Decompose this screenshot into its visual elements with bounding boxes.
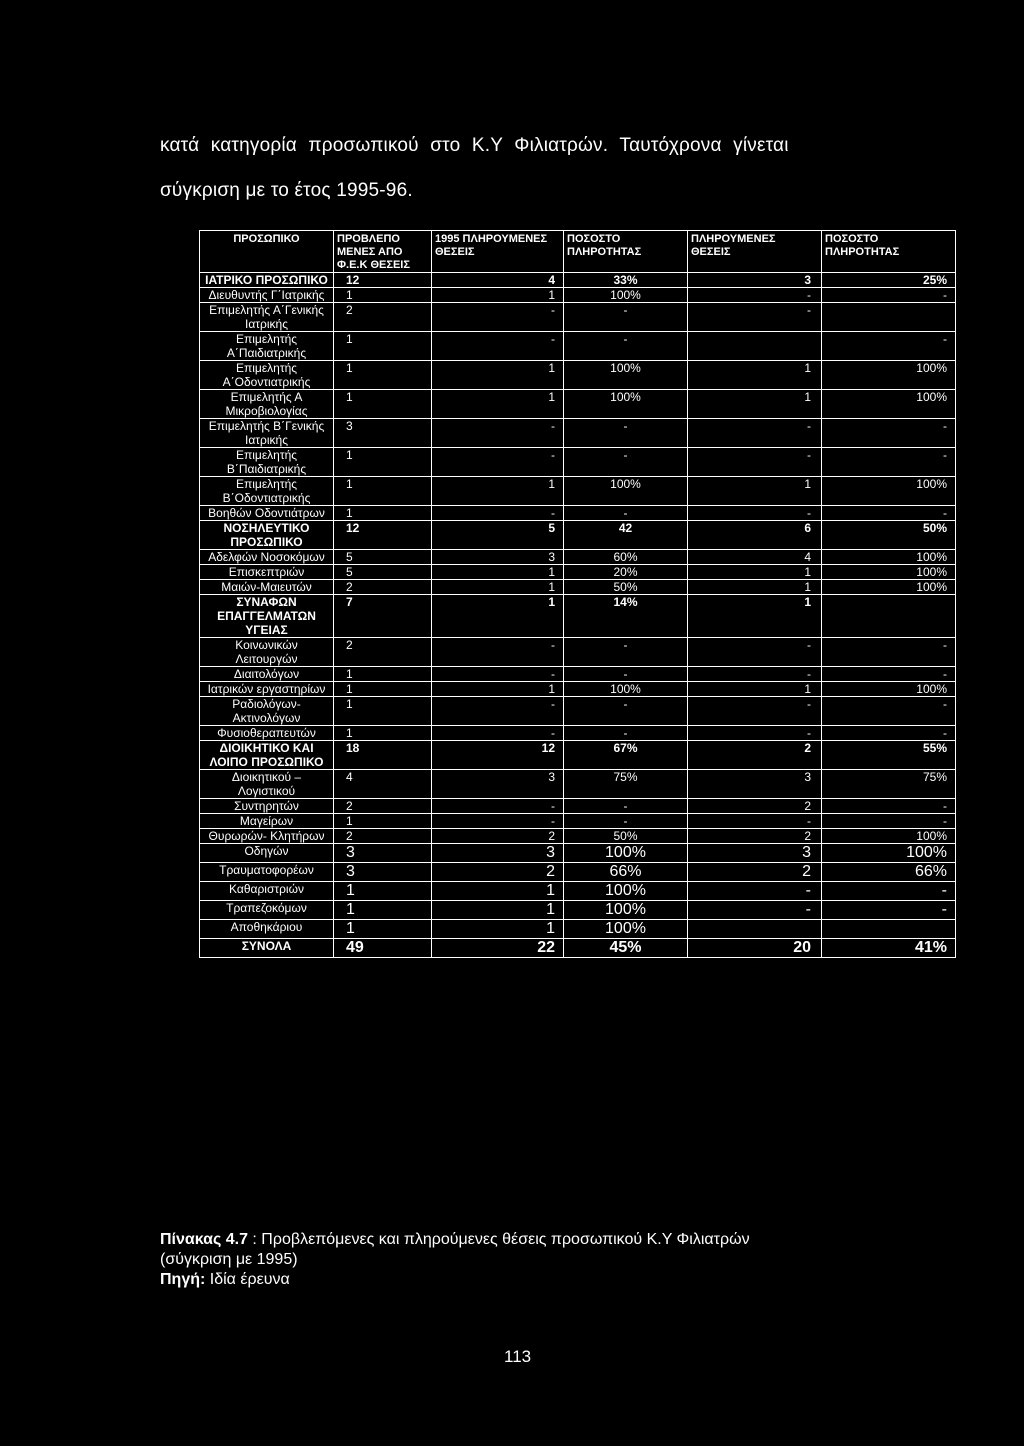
table-row bbox=[200, 419, 956, 448]
table-cell: - bbox=[822, 814, 956, 829]
row-label: Καθαριστριών bbox=[200, 882, 334, 901]
table-cell: - bbox=[822, 638, 956, 667]
table-cell: 49 bbox=[334, 939, 432, 958]
table-cell: - bbox=[564, 506, 688, 521]
table-row bbox=[200, 550, 956, 565]
table-cell: - bbox=[688, 448, 822, 477]
table-cell: 1 bbox=[432, 390, 564, 419]
table-cell: 3 bbox=[688, 844, 822, 863]
row-label: ΙΑΤΡΙΚΟ ΠΡΟΣΩΠΙΚΟ bbox=[200, 273, 334, 288]
table-cell: - bbox=[688, 506, 822, 521]
table-cell: - bbox=[822, 882, 956, 901]
table-cell: 5 bbox=[432, 521, 564, 550]
table-cell: - bbox=[564, 419, 688, 448]
table-cell: 1 bbox=[432, 901, 564, 920]
table-cell: - bbox=[432, 697, 564, 726]
table-row bbox=[200, 829, 956, 844]
table-cell: 12 bbox=[334, 521, 432, 550]
row-label: Μαιών-Μαιευτών bbox=[200, 580, 334, 595]
table-cell: 66% bbox=[564, 863, 688, 882]
table-cell: 3 bbox=[334, 844, 432, 863]
row-label: Επιμελητής Α΄Οδοντιατρικής bbox=[200, 361, 334, 390]
table-cell: 100% bbox=[822, 550, 956, 565]
table-cell: 100% bbox=[564, 361, 688, 390]
row-label: Επιμελητής Α Μικροβιολογίας bbox=[200, 390, 334, 419]
header-filled-positions-1995: 1995 ΠΛΗΡΟΥΜΕΝΕΣ ΘΕΣΕΙΣ bbox=[432, 231, 564, 273]
table-cell: 66% bbox=[822, 863, 956, 882]
table-row bbox=[200, 863, 956, 882]
table-cell: 1 bbox=[432, 477, 564, 506]
staff-table-container bbox=[199, 230, 955, 958]
table-cell: 1 bbox=[334, 814, 432, 829]
table-cell: 14% bbox=[564, 595, 688, 638]
table-cell: - bbox=[688, 901, 822, 920]
table-cell: 1 bbox=[432, 882, 564, 901]
table-cell: 1 bbox=[334, 667, 432, 682]
table-row bbox=[200, 799, 956, 814]
table-header-row bbox=[200, 231, 956, 273]
page-number: 113 bbox=[504, 1347, 532, 1366]
source-label: Πηγή: bbox=[160, 1271, 206, 1288]
table-cell: 1 bbox=[432, 580, 564, 595]
table-cell: 12 bbox=[432, 741, 564, 770]
table-row bbox=[200, 506, 956, 521]
table-row bbox=[200, 448, 956, 477]
table-cell: 1 bbox=[334, 390, 432, 419]
table-cell: 100% bbox=[822, 580, 956, 595]
row-label: Διαιτολόγων bbox=[200, 667, 334, 682]
table-row bbox=[200, 595, 956, 638]
table-cell: 5 bbox=[334, 550, 432, 565]
table-cell: 3 bbox=[432, 844, 564, 863]
table-cell: 1 bbox=[688, 595, 822, 638]
table-cell: - bbox=[688, 638, 822, 667]
row-label: Επιμελητής Β΄Παιδιατρικής bbox=[200, 448, 334, 477]
table-row bbox=[200, 303, 956, 332]
table-row bbox=[200, 390, 956, 419]
table-cell: 100% bbox=[564, 882, 688, 901]
table-cell: 1 bbox=[432, 288, 564, 303]
table-cell: 100% bbox=[822, 565, 956, 580]
table-cell: 42 bbox=[564, 521, 688, 550]
table-cell: - bbox=[432, 419, 564, 448]
table-cell: 5 bbox=[334, 565, 432, 580]
table-cell: 33% bbox=[564, 273, 688, 288]
table-cell: 1 bbox=[688, 477, 822, 506]
table-cell: 22 bbox=[432, 939, 564, 958]
table-cell: 1 bbox=[334, 332, 432, 361]
table-cell: - bbox=[432, 303, 564, 332]
table-body bbox=[200, 273, 956, 958]
table-cell: - bbox=[564, 814, 688, 829]
table-cell: 2 bbox=[334, 638, 432, 667]
table-cell: 1 bbox=[432, 595, 564, 638]
row-label: Διευθυντής Γ΄Ιατρικής bbox=[200, 288, 334, 303]
table-cell: 18 bbox=[334, 741, 432, 770]
table-cell: - bbox=[688, 288, 822, 303]
table-cell: 2 bbox=[432, 829, 564, 844]
table-cell: - bbox=[688, 814, 822, 829]
table-row bbox=[200, 477, 956, 506]
row-label: Ραδιολόγων- Ακτινολόγων bbox=[200, 697, 334, 726]
table-cell: 100% bbox=[564, 477, 688, 506]
table-cell: 3 bbox=[334, 419, 432, 448]
table-cell: - bbox=[688, 882, 822, 901]
row-label: Διοικητικού – Λογιστικού bbox=[200, 770, 334, 799]
table-cell: 100% bbox=[822, 844, 956, 863]
table-cell: 2 bbox=[334, 799, 432, 814]
table-cell: 100% bbox=[822, 682, 956, 697]
table-cell: 3 bbox=[688, 770, 822, 799]
table-cell: 4 bbox=[688, 550, 822, 565]
table-cell: 1 bbox=[334, 682, 432, 697]
table-row bbox=[200, 288, 956, 303]
table-cell: - bbox=[822, 667, 956, 682]
table-cell: - bbox=[822, 901, 956, 920]
table-cell: - bbox=[564, 697, 688, 726]
table-cell bbox=[822, 303, 956, 332]
table-cell: - bbox=[564, 799, 688, 814]
table-cell: 1 bbox=[334, 448, 432, 477]
table-row bbox=[200, 361, 956, 390]
table-cell: 2 bbox=[432, 863, 564, 882]
table-cell: 100% bbox=[822, 477, 956, 506]
table-cell: - bbox=[688, 419, 822, 448]
table-cell: - bbox=[688, 726, 822, 741]
table-cell: 2 bbox=[688, 741, 822, 770]
table-cell: - bbox=[564, 448, 688, 477]
table-row bbox=[200, 726, 956, 741]
row-label: ΝΟΣΗΛΕΥΤΙΚΟ ΠΡΟΣΩΠΙΚΟ bbox=[200, 521, 334, 550]
table-cell: 2 bbox=[688, 829, 822, 844]
table-row bbox=[200, 697, 956, 726]
table-cell: 1 bbox=[334, 477, 432, 506]
table-caption bbox=[160, 1230, 750, 1290]
table-cell: - bbox=[822, 799, 956, 814]
header-personnel: ΠΡΟΣΩΠΙΚΟ bbox=[200, 231, 334, 273]
table-cell: 1 bbox=[432, 920, 564, 939]
row-label: Συντηρητών bbox=[200, 799, 334, 814]
table-cell: 1 bbox=[688, 390, 822, 419]
table-cell: 55% bbox=[822, 741, 956, 770]
table-cell: 4 bbox=[432, 273, 564, 288]
table-cell: - bbox=[432, 667, 564, 682]
table-cell: - bbox=[432, 814, 564, 829]
header-fill-rate-1995: ΠΟΣΟΣΤΟ ΠΛΗΡΟΤΗΤΑΣ bbox=[564, 231, 688, 273]
table-cell: 2 bbox=[334, 829, 432, 844]
row-label: Ιατρικών εργαστηρίων bbox=[200, 682, 334, 697]
table-cell: - bbox=[432, 726, 564, 741]
table-cell: 1 bbox=[334, 288, 432, 303]
table-row bbox=[200, 667, 956, 682]
table-cell: 100% bbox=[564, 288, 688, 303]
header-filled-positions: ΠΛΗΡΟΥΜΕΝΕΣ ΘΕΣΕΙΣ bbox=[688, 231, 822, 273]
caption-label: Πίνακας 4.7 bbox=[160, 1231, 248, 1248]
table-row bbox=[200, 814, 956, 829]
table-cell: - bbox=[564, 638, 688, 667]
table-cell bbox=[822, 920, 956, 939]
table-cell: 2 bbox=[688, 863, 822, 882]
table-cell: - bbox=[822, 506, 956, 521]
table-cell: 7 bbox=[334, 595, 432, 638]
table-row bbox=[200, 920, 956, 939]
table-cell: 2 bbox=[334, 303, 432, 332]
table-cell: - bbox=[822, 288, 956, 303]
table-cell: 25% bbox=[822, 273, 956, 288]
row-label: Τραπεζοκόμων bbox=[200, 901, 334, 920]
table-cell: 60% bbox=[564, 550, 688, 565]
table-cell: 1 bbox=[432, 361, 564, 390]
header-year: 1995 bbox=[435, 233, 460, 245]
table-row bbox=[200, 844, 956, 863]
table-cell: 1 bbox=[334, 882, 432, 901]
row-label: Θυρωρών- Κλητήρων bbox=[200, 829, 334, 844]
row-label: Επισκεπτριών bbox=[200, 565, 334, 580]
header-planned-positions: ΠΡΟΒΛΕΠΟ ΜΕΝΕΣ ΑΠΟ Φ.Ε.Κ ΘΕΣΕΙΣ bbox=[334, 231, 432, 273]
table-cell: 100% bbox=[564, 901, 688, 920]
table-cell: 100% bbox=[564, 390, 688, 419]
row-label: Βοηθών Οδοντιάτρων bbox=[200, 506, 334, 521]
table-cell: 1 bbox=[688, 361, 822, 390]
table-cell bbox=[688, 332, 822, 361]
table-cell: 100% bbox=[564, 920, 688, 939]
row-label: Οδηγών bbox=[200, 844, 334, 863]
table-cell: 100% bbox=[822, 829, 956, 844]
table-cell: 45% bbox=[564, 939, 688, 958]
table-row bbox=[200, 901, 956, 920]
table-cell: - bbox=[822, 726, 956, 741]
source-text: Ιδία έρευνα bbox=[205, 1271, 290, 1288]
table-row bbox=[200, 521, 956, 550]
table-cell: 75% bbox=[822, 770, 956, 799]
header-fill-rate: ΠΟΣΟΣΤΟ ΠΛΗΡΟΤΗΤΑΣ bbox=[822, 231, 956, 273]
table-row bbox=[200, 770, 956, 799]
table-cell: 50% bbox=[564, 580, 688, 595]
caption-line-2: (σύγκριση με 1995) bbox=[160, 1251, 298, 1268]
caption-text: : Προβλεπόμενες και πληρούμενες θέσεις προσωπικού Κ.Υ Φιλιατρών bbox=[247, 1231, 750, 1248]
table-cell: - bbox=[564, 667, 688, 682]
table-cell: 1 bbox=[334, 697, 432, 726]
table-cell: 1 bbox=[432, 682, 564, 697]
table-cell: - bbox=[432, 506, 564, 521]
table-row bbox=[200, 939, 956, 958]
table-cell: - bbox=[822, 448, 956, 477]
table-cell: - bbox=[432, 448, 564, 477]
row-label: Επιμελητής Β΄Οδοντιατρικής bbox=[200, 477, 334, 506]
table-cell: 67% bbox=[564, 741, 688, 770]
table-cell: 20 bbox=[688, 939, 822, 958]
table-cell: 1 bbox=[334, 506, 432, 521]
table-cell: 1 bbox=[688, 565, 822, 580]
table-cell: 2 bbox=[688, 799, 822, 814]
table-cell bbox=[822, 595, 956, 638]
intro-line-1: κατά κατηγορία προσωπικού στο Κ.Υ Φιλιατρών. Ταυτόχρονα γίνεται bbox=[160, 135, 789, 156]
table-cell: - bbox=[564, 332, 688, 361]
table-row bbox=[200, 332, 956, 361]
table-cell: 100% bbox=[564, 844, 688, 863]
table-cell: 50% bbox=[822, 521, 956, 550]
table-cell: 12 bbox=[334, 273, 432, 288]
table-cell: - bbox=[564, 303, 688, 332]
table-row bbox=[200, 741, 956, 770]
table-cell: 6 bbox=[688, 521, 822, 550]
table-row bbox=[200, 682, 956, 697]
table-cell: 100% bbox=[822, 361, 956, 390]
row-label: Επιμελητής Α΄Γενικής Ιατρικής bbox=[200, 303, 334, 332]
table-cell: 20% bbox=[564, 565, 688, 580]
row-label: Τραυματοφορέων bbox=[200, 863, 334, 882]
row-label: Φυσιοθεραπευτών bbox=[200, 726, 334, 741]
table-cell: 2 bbox=[334, 580, 432, 595]
table-cell: - bbox=[688, 667, 822, 682]
row-label: Κοινωνικών Λειτουργών bbox=[200, 638, 334, 667]
table-cell: - bbox=[432, 332, 564, 361]
table-row bbox=[200, 882, 956, 901]
table-cell: 100% bbox=[822, 390, 956, 419]
table-row bbox=[200, 580, 956, 595]
row-label: ΣΥΝΟΛΑ bbox=[200, 939, 334, 958]
row-label: ΔΙΟΙΚΗΤΙΚΟ ΚΑΙ ΛΟΙΠΟ ΠΡΟΣΩΠΙΚΟ bbox=[200, 741, 334, 770]
table-cell: 1 bbox=[334, 361, 432, 390]
table-row bbox=[200, 638, 956, 667]
table-cell bbox=[688, 920, 822, 939]
row-label: Επιμελητής Β΄Γενικής Ιατρικής bbox=[200, 419, 334, 448]
table-cell: - bbox=[564, 726, 688, 741]
table-cell: 1 bbox=[334, 901, 432, 920]
table-cell: 100% bbox=[564, 682, 688, 697]
row-label: ΣΥΝΑΦΩΝ ΕΠΑΓΓΕΛΜΑΤΩΝ ΥΓΕΙΑΣ bbox=[200, 595, 334, 638]
table-cell: 1 bbox=[334, 726, 432, 741]
row-label: Αδελφών Νοσοκόμων bbox=[200, 550, 334, 565]
table-cell: 1 bbox=[688, 580, 822, 595]
table-cell: - bbox=[822, 697, 956, 726]
table-cell: - bbox=[688, 697, 822, 726]
staff-table bbox=[199, 230, 956, 958]
table-cell: 3 bbox=[432, 770, 564, 799]
table-cell: 4 bbox=[334, 770, 432, 799]
row-label: Μαγείρων bbox=[200, 814, 334, 829]
table-cell: - bbox=[822, 332, 956, 361]
table-cell: 1 bbox=[688, 682, 822, 697]
table-cell: - bbox=[688, 303, 822, 332]
table-cell: 1 bbox=[334, 920, 432, 939]
table-cell: - bbox=[432, 799, 564, 814]
table-cell: 3 bbox=[432, 550, 564, 565]
table-cell: 50% bbox=[564, 829, 688, 844]
table-cell: - bbox=[822, 419, 956, 448]
table-row bbox=[200, 565, 956, 580]
row-label: Επιμελητής Α΄Παιδιατρικής bbox=[200, 332, 334, 361]
table-cell: 3 bbox=[688, 273, 822, 288]
table-cell: - bbox=[432, 638, 564, 667]
row-label: Αποθηκάριου bbox=[200, 920, 334, 939]
intro-line-2: σύγκριση με το έτος 1995-96. bbox=[160, 180, 413, 201]
table-row bbox=[200, 273, 956, 288]
table-cell: 3 bbox=[334, 863, 432, 882]
table-cell: 75% bbox=[564, 770, 688, 799]
table-cell: 41% bbox=[822, 939, 956, 958]
table-cell: 1 bbox=[432, 565, 564, 580]
